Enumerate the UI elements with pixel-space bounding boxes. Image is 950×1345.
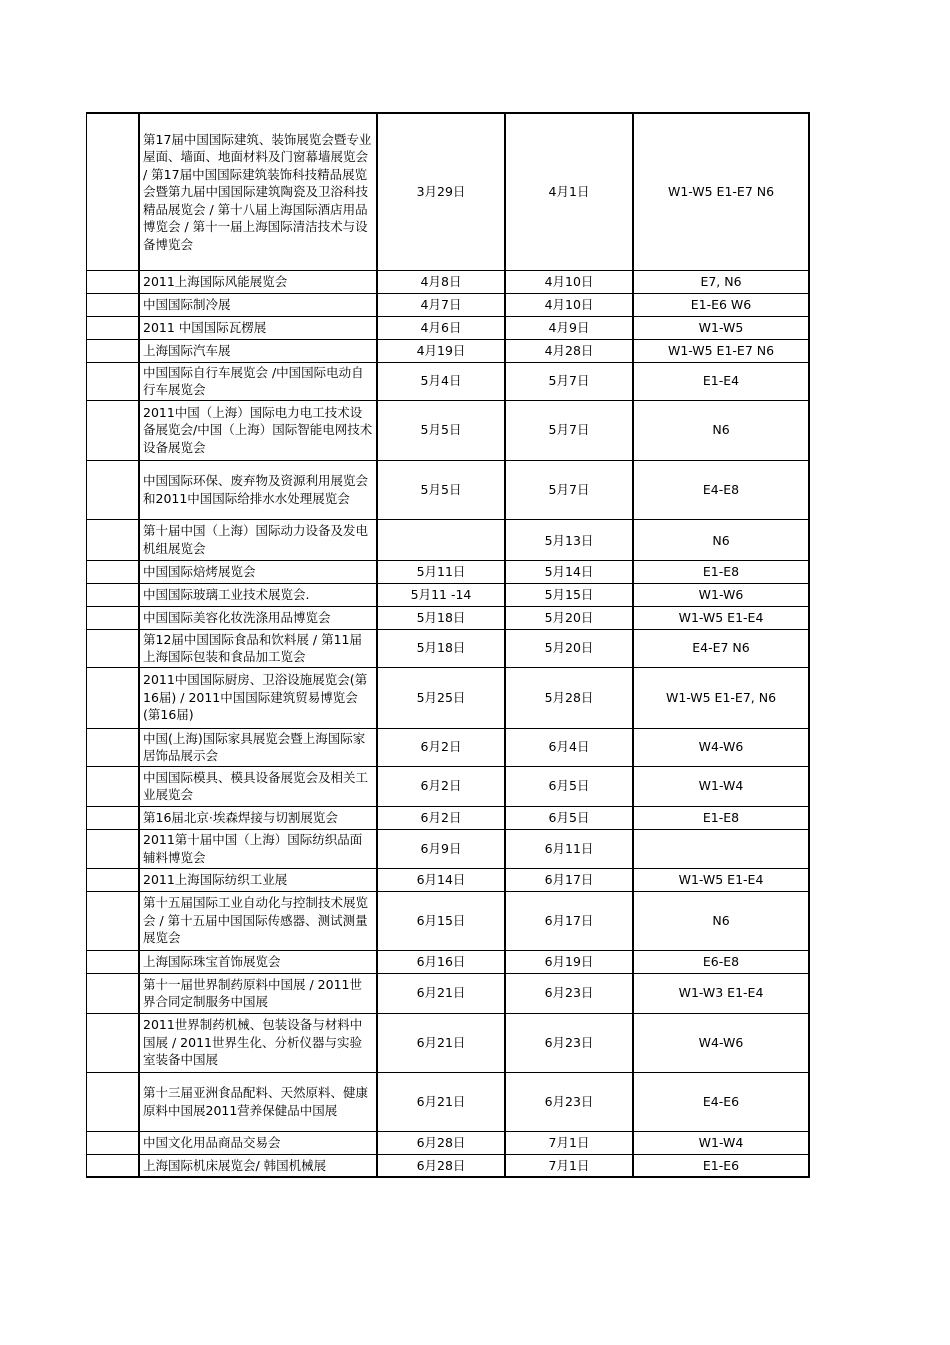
- exhibition-name-cell: 2011世界制药机械、包装设备与材料中国展 / 2011世界生化、分析仪器与实验室装备中国展: [139, 1013, 377, 1072]
- halls-cell: W4-W6: [633, 728, 809, 766]
- end-date-cell: 6月5日: [505, 806, 633, 829]
- exhibition-name-cell: 上海国际汽车展: [139, 339, 377, 362]
- table-row: [87, 1131, 810, 1154]
- end-date-cell: 4月1日: [505, 113, 633, 270]
- halls-cell: E4-E8: [633, 460, 809, 519]
- halls-cell: E4-E7 N6: [633, 629, 809, 667]
- end-date-cell: 4月9日: [505, 316, 633, 339]
- blank-cell: [87, 519, 140, 560]
- exhibition-name-cell: 2011第十届中国（上海）国际纺织品面辅料博览会: [139, 829, 377, 868]
- start-date-cell: 6月2日: [377, 728, 505, 766]
- start-date-cell: 6月21日: [377, 973, 505, 1013]
- exhibition-name-cell: 中国国际焙烤展览会: [139, 560, 377, 583]
- table-row: [87, 1072, 810, 1131]
- exhibition-name-cell: 第16届北京·埃森焊接与切割展览会: [139, 806, 377, 829]
- end-date-cell: 5月7日: [505, 460, 633, 519]
- blank-cell: [87, 728, 140, 766]
- end-date-cell: 5月13日: [505, 519, 633, 560]
- blank-cell: [87, 362, 140, 400]
- blank-cell: [87, 829, 140, 868]
- blank-cell: [87, 606, 140, 629]
- exhibition-schedule-table: [86, 112, 810, 1178]
- end-date-cell: 6月23日: [505, 973, 633, 1013]
- start-date-cell: 4月6日: [377, 316, 505, 339]
- end-date-cell: 6月11日: [505, 829, 633, 868]
- blank-cell: [87, 868, 140, 891]
- start-date-cell: 6月21日: [377, 1013, 505, 1072]
- table-row: [87, 339, 810, 362]
- blank-cell: [87, 339, 140, 362]
- blank-cell: [87, 806, 140, 829]
- blank-cell: [87, 1072, 140, 1131]
- end-date-cell: 6月17日: [505, 891, 633, 950]
- table-row: [87, 766, 810, 806]
- start-date-cell: 6月21日: [377, 1072, 505, 1131]
- start-date-cell: 5月18日: [377, 629, 505, 667]
- blank-cell: [87, 1131, 140, 1154]
- start-date-cell: 6月15日: [377, 891, 505, 950]
- table-row: [87, 362, 810, 400]
- halls-cell: W1-W6: [633, 583, 809, 606]
- blank-cell: [87, 629, 140, 667]
- start-date-cell: 6月14日: [377, 868, 505, 891]
- table-row: [87, 270, 810, 293]
- exhibition-name-cell: 中国文化用品商品交易会: [139, 1131, 377, 1154]
- end-date-cell: 5月7日: [505, 362, 633, 400]
- table-row: [87, 667, 810, 728]
- table-row: [87, 293, 810, 316]
- halls-cell: W1-W5 E1-E7 N6: [633, 339, 809, 362]
- start-date-cell: 3月29日: [377, 113, 505, 270]
- blank-cell: [87, 113, 140, 270]
- exhibition-name-cell: 2011上海国际风能展览会: [139, 270, 377, 293]
- halls-cell: W1-W5 E1-E7, N6: [633, 667, 809, 728]
- table-row: [87, 629, 810, 667]
- exhibition-name-cell: 上海国际机床展览会/ 韩国机械展: [139, 1154, 377, 1177]
- blank-cell: [87, 560, 140, 583]
- end-date-cell: 5月20日: [505, 606, 633, 629]
- start-date-cell: 4月8日: [377, 270, 505, 293]
- halls-cell: W4-W6: [633, 1013, 809, 1072]
- table-row: [87, 806, 810, 829]
- start-date-cell: 5月5日: [377, 400, 505, 460]
- exhibition-name-cell: 第12届中国国际食品和饮料展 / 第11届上海国际包装和食品加工览会: [139, 629, 377, 667]
- halls-cell: E4-E6: [633, 1072, 809, 1131]
- halls-cell: W1-W5: [633, 316, 809, 339]
- start-date-cell: 4月19日: [377, 339, 505, 362]
- halls-cell: E1-E8: [633, 806, 809, 829]
- halls-cell: E1-E6 W6: [633, 293, 809, 316]
- blank-cell: [87, 293, 140, 316]
- exhibition-name-cell: 2011中国（上海）国际电力电工技术设备展览会/中国（上海）国际智能电网技术设备展览会: [139, 400, 377, 460]
- end-date-cell: 6月5日: [505, 766, 633, 806]
- exhibition-name-cell: 中国国际制冷展: [139, 293, 377, 316]
- end-date-cell: 5月14日: [505, 560, 633, 583]
- halls-cell: E1-E6: [633, 1154, 809, 1177]
- halls-cell: N6: [633, 400, 809, 460]
- exhibition-name-cell: 中国国际模具、模具设备展览会及相关工业展览会: [139, 766, 377, 806]
- halls-cell: N6: [633, 891, 809, 950]
- end-date-cell: 4月10日: [505, 270, 633, 293]
- start-date-cell: 5月25日: [377, 667, 505, 728]
- blank-cell: [87, 460, 140, 519]
- exhibition-name-cell: 中国国际玻璃工业技术展览会.: [139, 583, 377, 606]
- exhibition-name-cell: 第17届中国国际建筑、装饰展览会暨专业屋面、墙面、地面材料及门窗幕墙展览会 / 第17届中国国际建筑装饰科技精品展览会暨第九届中国国际建筑陶瓷及卫浴科技精品展览会 / 第十八届上海国际酒店用品博览会 / 第十一届上海国际清洁技术与设备博览会: [139, 113, 377, 270]
- halls-cell: W1-W5 E1-E4: [633, 606, 809, 629]
- exhibition-name-cell: 中国国际美容化妆洗涤用品博览会: [139, 606, 377, 629]
- halls-cell: W1-W5 E1-E7 N6: [633, 113, 809, 270]
- exhibition-name-cell: 第十一届世界制药原料中国展 / 2011世界合同定制服务中国展: [139, 973, 377, 1013]
- end-date-cell: 5月7日: [505, 400, 633, 460]
- start-date-cell: 6月28日: [377, 1154, 505, 1177]
- start-date-cell: 5月4日: [377, 362, 505, 400]
- table-row: [87, 868, 810, 891]
- end-date-cell: 5月28日: [505, 667, 633, 728]
- start-date-cell: 4月7日: [377, 293, 505, 316]
- start-date-cell: 6月16日: [377, 950, 505, 973]
- table-row: [87, 973, 810, 1013]
- table-row: [87, 400, 810, 460]
- blank-cell: [87, 1154, 140, 1177]
- start-date-cell: 5月5日: [377, 460, 505, 519]
- blank-cell: [87, 973, 140, 1013]
- start-date-cell: 6月28日: [377, 1131, 505, 1154]
- exhibition-name-cell: 第十届中国（上海）国际动力设备及发电机组展览会: [139, 519, 377, 560]
- table-row: [87, 728, 810, 766]
- exhibition-name-cell: 第十五届国际工业自动化与控制技术展览会 / 第十五届中国国际传感器、测试测量展览会: [139, 891, 377, 950]
- blank-cell: [87, 316, 140, 339]
- end-date-cell: 6月4日: [505, 728, 633, 766]
- table-row: [87, 583, 810, 606]
- end-date-cell: 6月23日: [505, 1072, 633, 1131]
- halls-cell: E1-E4: [633, 362, 809, 400]
- blank-cell: [87, 583, 140, 606]
- table-row: [87, 891, 810, 950]
- halls-cell: W1-W4: [633, 766, 809, 806]
- halls-cell: [633, 829, 809, 868]
- table-row: [87, 460, 810, 519]
- table-row: [87, 829, 810, 868]
- blank-cell: [87, 1013, 140, 1072]
- start-date-cell: [377, 519, 505, 560]
- start-date-cell: 5月11日: [377, 560, 505, 583]
- table-row: [87, 316, 810, 339]
- end-date-cell: 7月1日: [505, 1131, 633, 1154]
- start-date-cell: 5月11 -14: [377, 583, 505, 606]
- end-date-cell: 5月15日: [505, 583, 633, 606]
- start-date-cell: 5月18日: [377, 606, 505, 629]
- exhibition-name-cell: 中国国际自行车展览会 /中国国际电动自行车展览会: [139, 362, 377, 400]
- end-date-cell: 5月20日: [505, 629, 633, 667]
- blank-cell: [87, 950, 140, 973]
- exhibition-name-cell: 中国国际环保、废弃物及资源利用展览会和2011中国国际给排水水处理展览会: [139, 460, 377, 519]
- blank-cell: [87, 766, 140, 806]
- table-row: [87, 606, 810, 629]
- exhibition-name-cell: 第十三届亚洲食品配料、天然原料、健康原料中国展2011营养保健品中国展: [139, 1072, 377, 1131]
- exhibition-name-cell: 2011 中国国际瓦楞展: [139, 316, 377, 339]
- table-row: [87, 950, 810, 973]
- blank-cell: [87, 891, 140, 950]
- exhibition-name-cell: 上海国际珠宝首饰展览会: [139, 950, 377, 973]
- table-row: [87, 1154, 810, 1177]
- blank-cell: [87, 400, 140, 460]
- end-date-cell: 6月17日: [505, 868, 633, 891]
- halls-cell: N6: [633, 519, 809, 560]
- halls-cell: E7, N6: [633, 270, 809, 293]
- halls-cell: W1-W3 E1-E4: [633, 973, 809, 1013]
- table-row: [87, 560, 810, 583]
- start-date-cell: 6月2日: [377, 766, 505, 806]
- start-date-cell: 6月2日: [377, 806, 505, 829]
- table-body: [87, 113, 810, 1177]
- exhibition-name-cell: 2011中国国际厨房、卫浴设施展览会(第16届) / 2011中国国际建筑贸易博览会(第16届): [139, 667, 377, 728]
- halls-cell: W1-W4: [633, 1131, 809, 1154]
- blank-cell: [87, 667, 140, 728]
- table-row: [87, 1013, 810, 1072]
- end-date-cell: 4月10日: [505, 293, 633, 316]
- end-date-cell: 6月23日: [505, 1013, 633, 1072]
- table-row: [87, 113, 810, 270]
- halls-cell: E1-E8: [633, 560, 809, 583]
- end-date-cell: 4月28日: [505, 339, 633, 362]
- end-date-cell: 6月19日: [505, 950, 633, 973]
- exhibition-name-cell: 中国(上海)国际家具展览会暨上海国际家居饰品展示会: [139, 728, 377, 766]
- table-row: [87, 519, 810, 560]
- exhibition-name-cell: 2011上海国际纺织工业展: [139, 868, 377, 891]
- halls-cell: W1-W5 E1-E4: [633, 868, 809, 891]
- end-date-cell: 7月1日: [505, 1154, 633, 1177]
- halls-cell: E6-E8: [633, 950, 809, 973]
- start-date-cell: 6月9日: [377, 829, 505, 868]
- blank-cell: [87, 270, 140, 293]
